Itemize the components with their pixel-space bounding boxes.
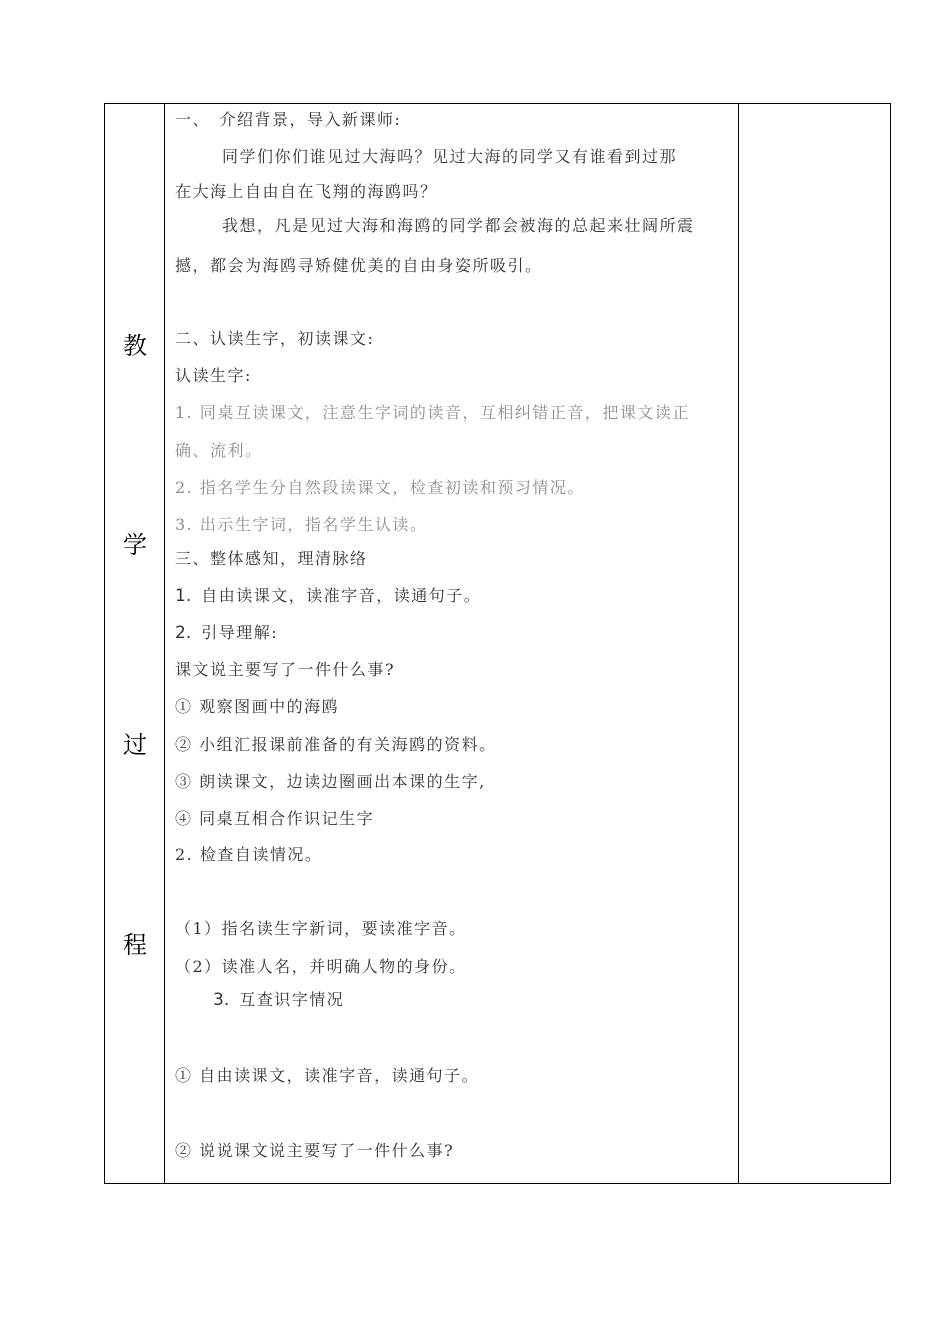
paragraph-line: 撼，都会为海鸥寻矫健优美的自由身姿所吸引。 <box>175 256 543 275</box>
section-heading: 三、整体感知，理清脉络 <box>175 549 368 568</box>
list-item <box>175 623 278 643</box>
list-item: ① 观察图画中的海鸥 <box>175 697 340 716</box>
list-item: ① 自由读课文，读准字音，读通句子。 <box>175 1066 480 1085</box>
section-label-char: 教 <box>123 332 147 360</box>
subheading: 认读生字: <box>175 366 252 385</box>
list-item: 确、流利。 <box>175 441 263 460</box>
list-item: ③ 朗读课文，边读边圈画出本课的生字, <box>175 772 486 791</box>
list-number: 3. <box>213 990 230 1010</box>
list-item: ② 小组汇报课前准备的有关海鸥的资料。 <box>175 735 497 754</box>
list-item: 1. 同桌互读课文，注意生字词的读音，互相纠错正音，把课文读正 <box>175 403 690 422</box>
section-label-char: 程 <box>123 931 147 959</box>
list-number: 1. <box>175 586 192 606</box>
list-item-text: 自由读课文，读准字音，读通句子。 <box>201 586 482 605</box>
list-item: ② 说说课文说主要写了一件什么事? <box>175 1141 455 1160</box>
paragraph-line: 课文说主要写了一件什么事? <box>175 660 396 679</box>
list-item-text: 互查识字情况 <box>239 990 345 1009</box>
list-item <box>175 586 481 606</box>
section-label-column <box>105 104 165 1183</box>
list-item: 2. 检查自读情况。 <box>175 845 323 864</box>
lesson-table <box>104 103 891 1184</box>
section-label-char: 学 <box>123 531 147 559</box>
section-heading: 二、认读生字，初读课文: <box>175 329 375 348</box>
list-item: ④ 同桌互相合作识记生字 <box>175 809 375 828</box>
paragraph-line: 同学们你们谁见过大海吗？见过大海的同学又有谁看到过那 <box>222 147 678 166</box>
notes-column <box>738 104 890 1183</box>
list-item: （2）读准人名，并明确人物的身份。 <box>175 957 467 976</box>
list-item <box>213 990 344 1010</box>
list-number: 2. <box>175 623 192 643</box>
list-item: （1）指名读生字新词，要读准字音。 <box>175 919 467 938</box>
paragraph-line: 我想，凡是见过大海和海鸥的同学都会被海的总起来壮阔所震 <box>222 216 695 235</box>
section-heading: 一、 介绍背景，导入新课师: <box>175 110 402 129</box>
list-item-text: 引导理解: <box>201 623 279 642</box>
lesson-content <box>165 104 740 1183</box>
list-item: 2. 指名学生分自然段读课文，检查初读和预习情况。 <box>175 478 585 497</box>
list-item: 3. 出示生字词，指名学生认读。 <box>175 515 428 534</box>
section-label-char: 过 <box>123 731 147 759</box>
paragraph-line: 在大海上自由自在飞翔的海鸥吗？ <box>175 182 438 201</box>
